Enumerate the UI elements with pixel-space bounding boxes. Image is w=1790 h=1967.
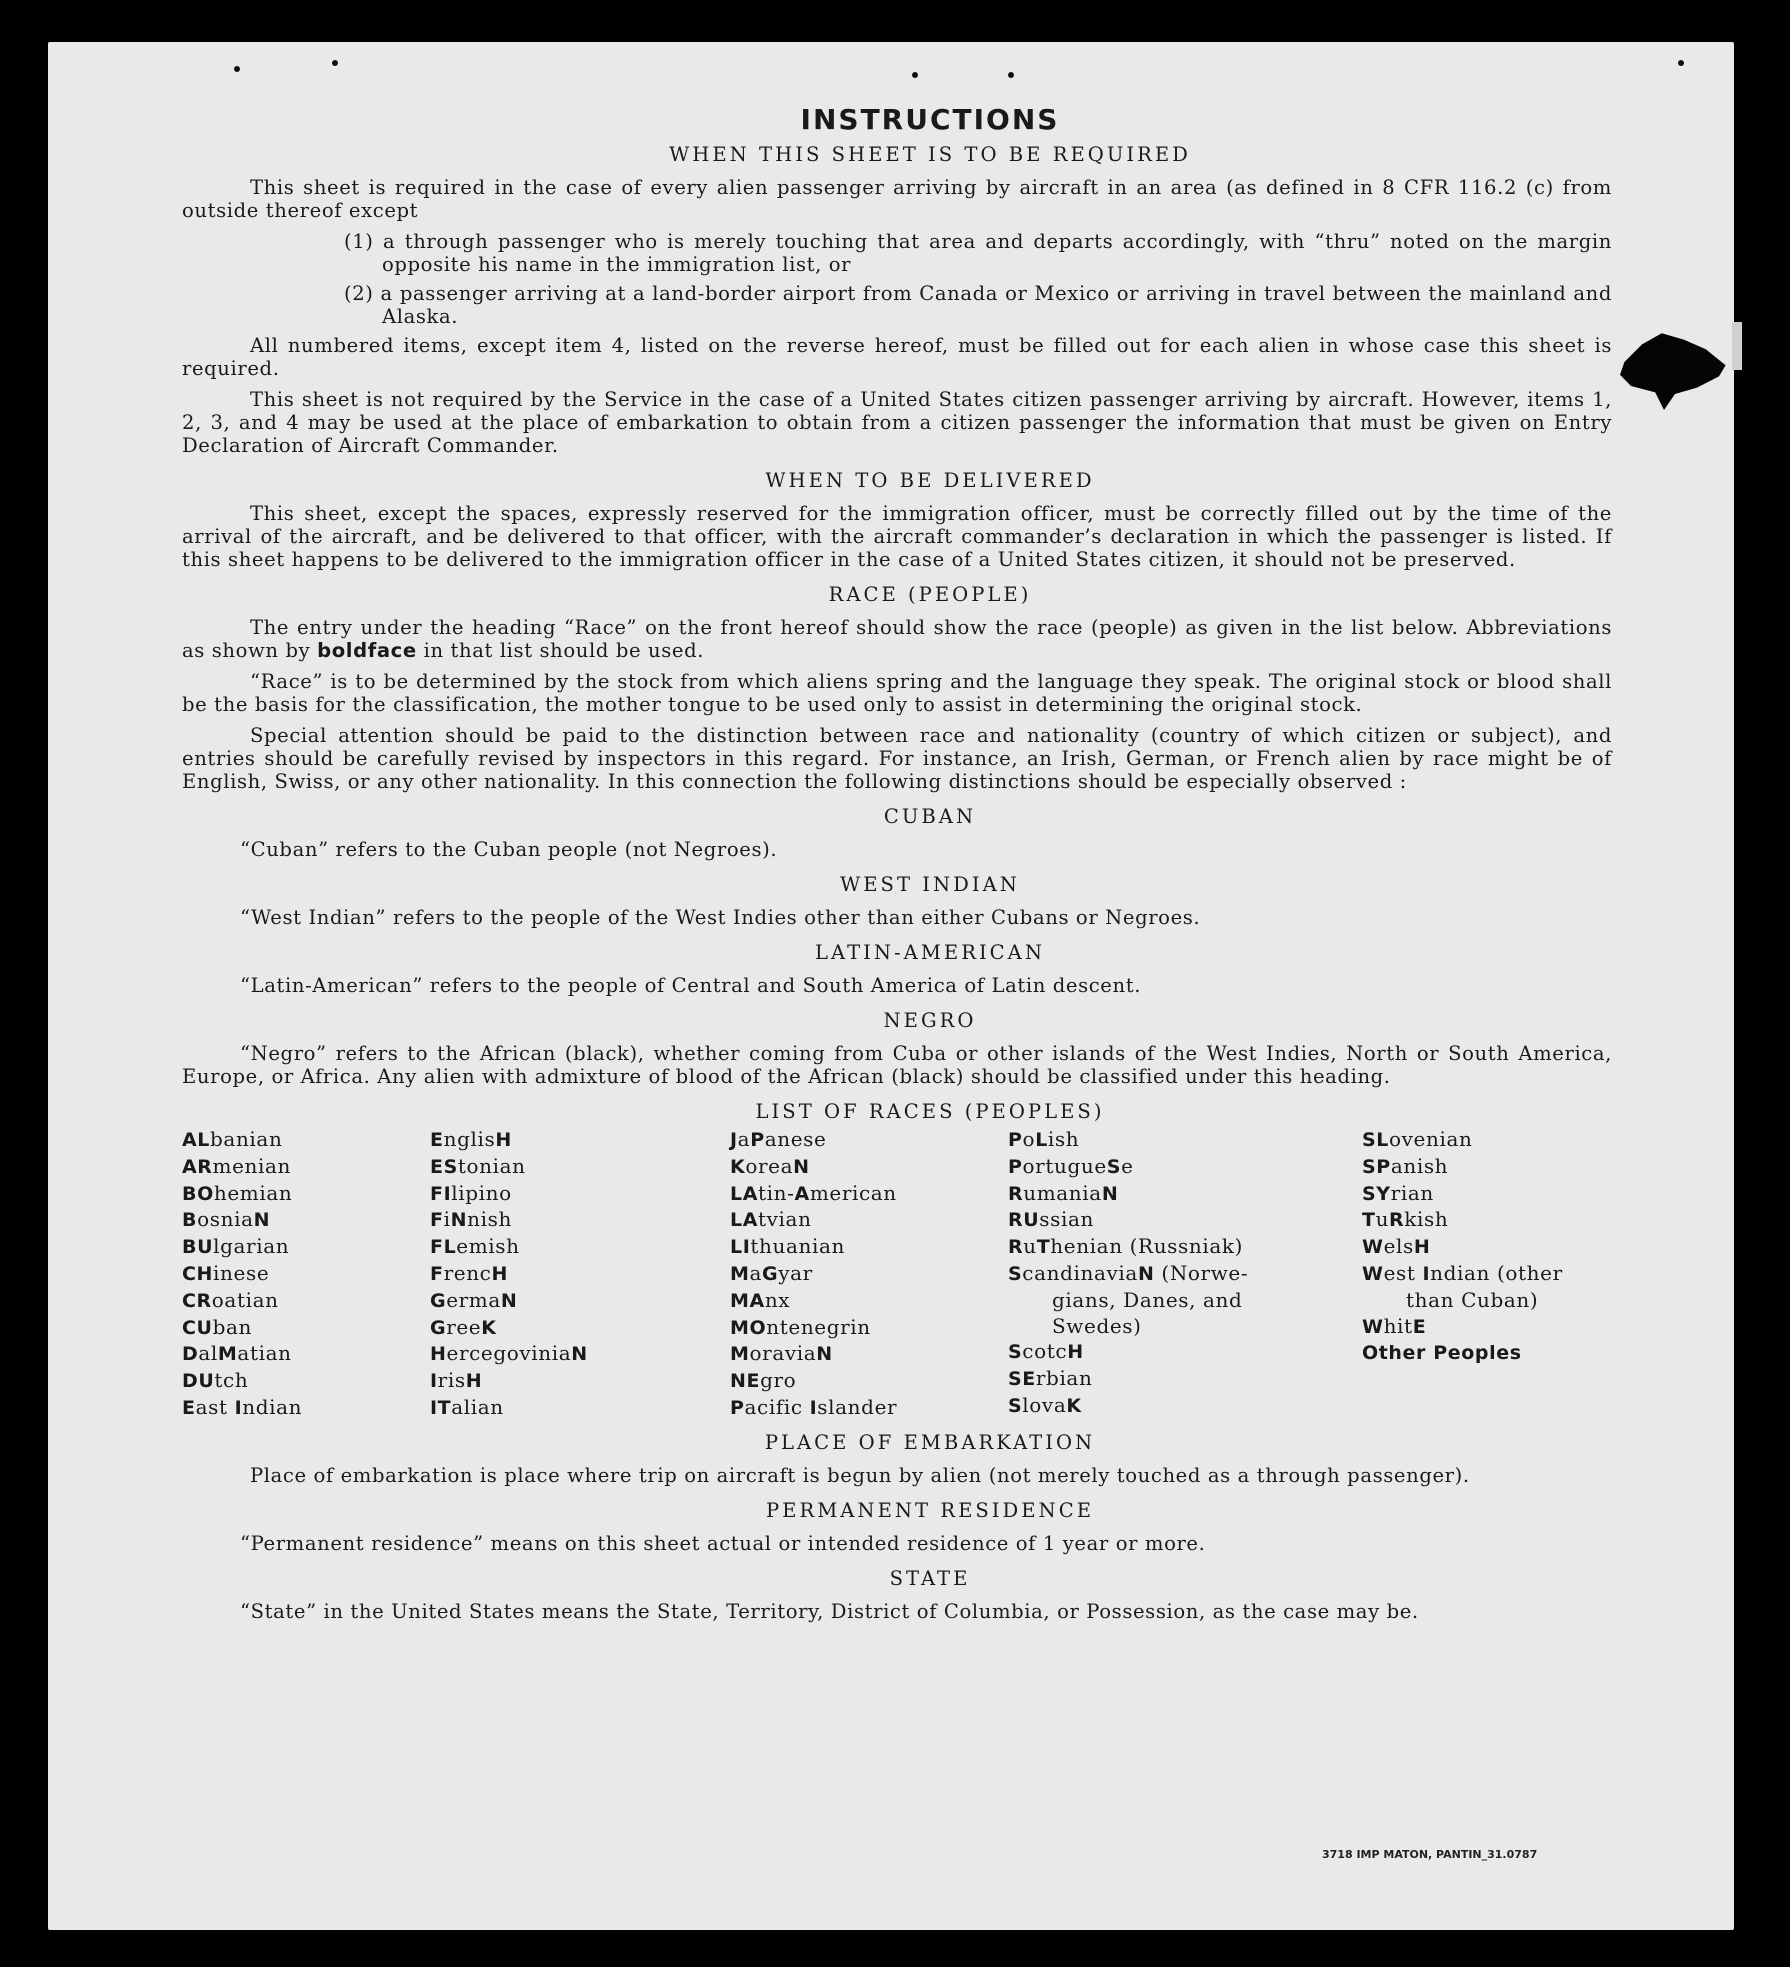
races-column-2 <box>430 1127 588 1422</box>
race-entry: DUtch <box>182 1368 249 1393</box>
race-entry: KoreaN <box>730 1153 810 1178</box>
race-entry: DalMatian <box>182 1341 292 1366</box>
speck <box>332 60 338 66</box>
paragraph-delivered: This sheet, except the spaces, expressly reserved for the immigration officer, must be correctly filled out by the time of the arrival of the aircraft, and be delivered to that officer, with the aircraft commander’s declaration in which the passenger is listed. If this sheet happens to be delivered to the immigration officer in the case of a United States citizen, it should not be preserved. <box>182 502 1612 571</box>
paragraph-numbered-items: All numbered items, except item 4, listed on the reverse hereof, must be filled out for each alien in whose case this sheet is required. <box>182 334 1612 380</box>
heading-list-of-races: LIST OF RACES (PEOPLES) <box>755 1100 1105 1123</box>
race-entry-continuation: than Cuban) <box>1406 1287 1539 1312</box>
race-entry: SlovaK <box>1008 1392 1082 1417</box>
race-entry: East Indian <box>182 1394 303 1419</box>
race-entry: SPanish <box>1362 1153 1449 1178</box>
race-entry: WhitE <box>1362 1313 1427 1338</box>
race-entry: SLovenian <box>1362 1127 1473 1151</box>
race-entry: RumaniaN <box>1008 1180 1119 1205</box>
heading-race: RACE (PEOPLE) <box>828 583 1032 606</box>
speck <box>1008 72 1014 78</box>
heading-negro: NEGRO <box>883 1009 977 1032</box>
paragraph-west-indian: “West Indian” refers to the people of the West Indies other than either Cubans or Negroes. <box>240 906 1201 929</box>
paragraph-race-nationality: Special attention should be paid to the distinction between race and nationality (country of which citizen or subject), and entries should be carefully revised by inspectors in this regard. For instance, an Irish, German, or French alien by race might be of English, Swiss, or any other nationality. In this connection the following distinctions should be especially observed : <box>182 724 1612 793</box>
paragraph-citizen: This sheet is not required by the Service in the case of a United States citizen passenger arriving by aircraft. However, items 1, 2, 3, and 4 may be used at the place of embarkation to obtain from a citizen passenger the information that must be given on Entry Declaration of Aircraft Commander. <box>182 388 1612 457</box>
paragraph-required-intro: This sheet is required in the case of every alien passenger arriving by aircraft in an area (as defined in 8 CFR 116.2 (c) from outside thereof except <box>182 176 1612 222</box>
races-column-3 <box>730 1127 897 1422</box>
exception-item-2: (2) a passenger arriving at a land-border airport from Canada or Mexico or arriving in travel between the mainland and Alaska. <box>344 282 1612 328</box>
race-entry: TuRkish <box>1362 1207 1449 1232</box>
paragraph-race-entry: The entry under the heading “Race” on the front hereof should show the race (people) as given in the list below. Abbreviations as shown by boldface in that list should be used. <box>182 616 1612 662</box>
race-entry: LAtvian <box>730 1207 812 1232</box>
races-column-4 <box>1008 1127 1248 1420</box>
race-entry: FrencH <box>430 1260 508 1285</box>
race-entry: PoLish <box>1008 1127 1080 1151</box>
race-entry: WelsH <box>1362 1234 1431 1259</box>
race-entry: SYrian <box>1362 1180 1434 1205</box>
heading-latin-american: LATIN-AMERICAN <box>815 941 1045 964</box>
heading-west-indian: WEST INDIAN <box>840 873 1020 896</box>
race-entry: EStonian <box>430 1153 526 1178</box>
race-entry: LAtin-American <box>730 1180 897 1205</box>
heading-state: STATE <box>889 1567 971 1590</box>
exception-item-1: (1) a through passenger who is merely touching that area and departs accordingly, with “thru” noted on the margin opposite his name in the immigration list, or <box>344 230 1612 276</box>
race-entry-continuation: gians, Danes, and <box>1052 1287 1243 1312</box>
race-entry: ALbanian <box>182 1127 283 1151</box>
speck <box>912 72 918 78</box>
race-entry: GreeK <box>430 1314 497 1339</box>
paragraph-residence: “Permanent residence” means on this sheet actual or intended residence of 1 year or more. <box>240 1532 1206 1555</box>
heading-embarkation: PLACE OF EMBARKATION <box>764 1431 1096 1454</box>
race-entry-continuation: Swedes) <box>1052 1313 1142 1338</box>
paragraph-cuban: “Cuban” refers to the Cuban people (not Negroes). <box>240 838 778 861</box>
race-entry: MaGyar <box>730 1260 813 1285</box>
paragraph-race-stock: “Race” is to be determined by the stock from which aliens spring and the language they speak. The original stock or blood shall be the basis for the classification, the mother tongue to be used only to assist in determining the original stock. <box>182 670 1612 716</box>
race-entry: GermaN <box>430 1287 518 1312</box>
race-entry: BUlgarian <box>182 1234 290 1259</box>
paragraph-negro: “Negro” refers to the African (black), whether coming from Cuba or other islands of the West Indies, North or South America, Europe, or Africa. Any alien with admixture of blood of the African (black) should be classified under this heading. <box>182 1042 1612 1088</box>
races-list <box>182 1127 1612 1419</box>
race-entry: NEgro <box>730 1368 797 1393</box>
race-entry: RUssian <box>1008 1207 1094 1232</box>
race-entry: EnglisH <box>430 1127 512 1151</box>
race-entry: ITalian <box>430 1394 504 1419</box>
race-entry: IrisH <box>430 1368 483 1393</box>
race-entry: BOhemian <box>182 1180 293 1205</box>
race-entry: MOntenegrin <box>730 1314 871 1339</box>
instructions-document <box>182 102 1612 1631</box>
race-entry: ARmenian <box>182 1153 292 1178</box>
heading-delivered: WHEN TO BE DELIVERED <box>765 469 1095 492</box>
races-column-5 <box>1362 1127 1563 1367</box>
race-entry: SErbian <box>1008 1366 1093 1391</box>
paragraph-latin-american: “Latin-American” refers to the people of Central and South America of Latin descent. <box>240 974 1142 997</box>
race-entry: MoraviaN <box>730 1341 833 1366</box>
heading-required: WHEN THIS SHEET IS TO BE REQUIRED <box>669 143 1191 166</box>
race-entry: Pacific Islander <box>730 1394 898 1419</box>
heading-cuban: CUBAN <box>883 805 977 828</box>
race-entry: FLemish <box>430 1234 520 1259</box>
race-entry: JaPanese <box>730 1127 827 1151</box>
race-entry: HercegoviniaN <box>430 1341 588 1366</box>
race-entry: BosniaN <box>182 1207 271 1232</box>
race-entry: FiNnish <box>430 1207 512 1232</box>
race-entry: CHinese <box>182 1260 270 1285</box>
printer-imprint: 3718 IMP MATON, PANTIN_31.0787 <box>1322 1848 1538 1861</box>
race-entry: FIlipino <box>430 1180 512 1205</box>
race-entry: MAnx <box>730 1287 791 1312</box>
race-entry: PortugueSe <box>1008 1153 1134 1178</box>
race-entry: CRoatian <box>182 1287 279 1312</box>
race-entry: ScotcH <box>1008 1339 1084 1364</box>
race-entry: Other Peoples <box>1362 1342 1522 1365</box>
race-entry: CUban <box>182 1314 252 1339</box>
race-entry: ScandinaviaN (Norwe- <box>1008 1260 1249 1285</box>
page-title: INSTRUCTIONS <box>800 103 1060 136</box>
race-entry: LIthuanian <box>730 1234 845 1259</box>
heading-residence: PERMANENT RESIDENCE <box>765 1499 1094 1522</box>
boldface-word: boldface <box>317 639 417 662</box>
race-entry: West Indian (other <box>1362 1260 1563 1285</box>
speck <box>234 66 240 72</box>
torn-edge <box>1732 322 1742 370</box>
paragraph-state: “State” in the United States means the State, Territory, District of Columbia, or Possession, as the case may be. <box>240 1600 1419 1623</box>
race-entry: RuThenian (Russniak) <box>1008 1234 1244 1259</box>
races-column-1 <box>182 1127 302 1422</box>
speck <box>1678 60 1684 66</box>
paragraph-embarkation: Place of embarkation is place where trip on aircraft is begun by alien (not merely touched as a through passenger). <box>250 1464 1470 1487</box>
